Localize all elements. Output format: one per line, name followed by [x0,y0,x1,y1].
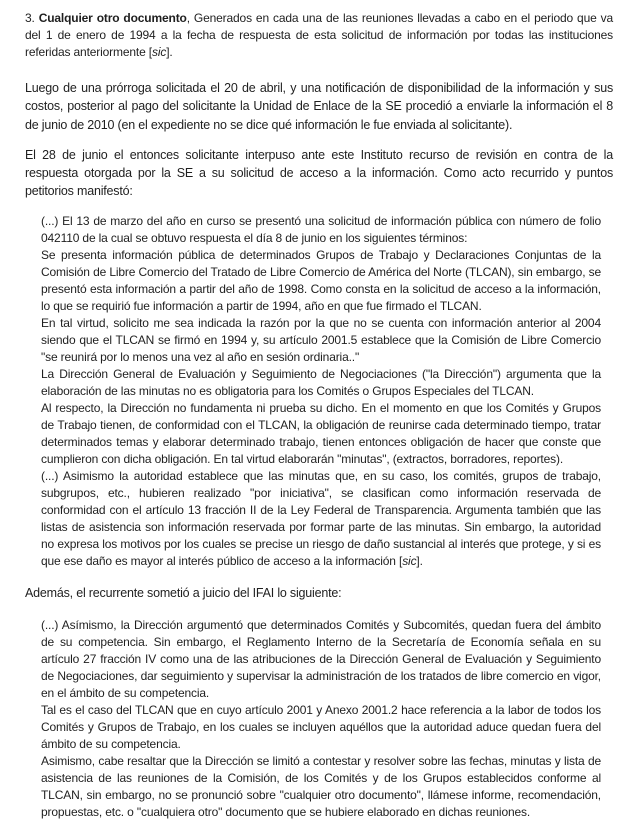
quote-block-solicitud [41,213,601,570]
item-body-text: , Generados en cada una de las reuniones llevadas a cabo en el periodo que va del 1 de enero de 1994 a la fecha de respuesta de esta solicitud de información por todas las instituciones referidas anteriormente [ [25,11,613,59]
sic-marker: sic [402,553,417,568]
quote-paragraph-razon-2004: En tal virtud, solicito me sea indicada la razón por la que no se cuenta con información anterior al 2004 siendo que el TLCAN se firmó en 1994 y, su artículo 2001.5 establece que la Comisión de Libre Comercio "se reunirá por lo menos una vez al año en sesión ordinaria.." [41,315,601,364]
item-closing: ]. [166,45,173,59]
quote-paragraph-folio: (...) El 13 de marzo del año en curso se presentó una solicitud de información pública con número de folio 042110 de la cual se obtuvo respuesta el día 8 de junio en los siguientes términos: [41,213,601,245]
numbered-item-3 [25,10,613,61]
quote-paragraph-reservada-closing: ]. [416,553,423,568]
quote-paragraph-pronuncio: Asimismo, cabe resaltar que la Dirección se limitó a contestar y resolver sobre las fechas, minutas y lista de asistencia de las reuniones de la Comisión, de los Comités y de los Grupos establecidos conforme al TLCAN, sin embargo, no se pronunció sobre "cualquier otro documento", llámese informe, recomendación, propuestas, etc. o "cualquiera otro" documento que se hubiere elaborado en dichas reuniones. [41,754,601,820]
quote-paragraph-anexo-2001: Tal es el caso del TLCAN que en cuyo artículo 2001 y Anexo 2001.2 hace referencia a la labor de todos los Comités y Grupos de Trabajo, en los cuales se incluyen aquéllos que la autoridad aduce quedan fuera del ámbito de su competencia. [41,703,601,752]
quote-paragraph-competencia: (...) Asímismo, la Dirección argumentó que determinados Comités y Subcomités, quedan fuera del ámbito de su competencia. Sin embargo, el Reglamento Interno de la Secretaría de Economía señala en su artículo 27 fracción IV como una de las atribuciones de la Dirección General de Evaluación y Seguimiento de Negociaciones, dar seguimiento y supervisar la administración de los tratados de libre comercio en vigor, en el ámbito de su competencia. [41,618,601,701]
quote-paragraph-tlcan-1998: Se presenta información pública de determinados Grupos de Trabajo y Declaraciones Conjuntas de la Comisión de Libre Comercio del Tratado de Libre Comercio de América del Norte (TLCAN), sin embargo, se presentó esta información a partir del año de 1998. Como consta en la solicitud de acceso a la información, lo que se requirió fue información a partir de 1994, año en que fue firmado el TLCAN. [41,247,601,313]
paragraph-prorroga: Luego de una prórroga solicitada el 20 de abril, y una notificación de disponibilidad de la información y sus costos, posterior al pago del solicitante la Unidad de Enlace de la SE procedió a enviarle la información el 8 de junio de 2010 (en el expediente no se dice qué información le fue enviada al solicitante). [25,81,613,132]
paragraph-recurso-revision: El 28 de junio el entonces solicitante interpuso ante este Instituto recurso de revisión en contra de la respuesta otorgada por la SE a su solicitud de acceso a la información. Como acto recurrido y puntos petitorios manifestó: [25,147,613,199]
paragraph-ademas-ifai: Además, el recurrente sometió a juicio del IFAI lo siguiente: [25,585,342,600]
quote-block-ifai [41,617,601,821]
quote-paragraph-reservada-text: (...) Asimismo la autoridad establece que las minutas que, en su caso, los comités, grupos de trabajo, subgrupos, etc., hubieren realizado "por iniciativa", se clasifican como información reservada de conformidad con el artículo 13 fracción II de la Ley Federal de Transparencia. Argumenta también que las listas de asistencia son información reservada por formar parte de las minutas. Sin embargo, la autoridad no expresa los motivos por los cuales se precise un riesgo de daño sustancial al interés que protege, y si es que ese daño es mayor al interés público de acceso a la información [ [41,468,601,568]
quote-paragraph-reservada [41,468,601,570]
item-number: 3. [25,11,39,25]
quote-paragraph-direccion-minutas: La Dirección General de Evaluación y Seguimiento de Negociaciones ("la Dirección") argumenta que la elaboración de las minutas no es obligatoria para los Comités o Grupos Especiales del TLCAN. [41,366,601,398]
item-title-bold: Cualquier otro documento [38,11,187,25]
sic-marker: sic [151,45,167,59]
quote-paragraph-obligacion: Al respecto, la Dirección no fundamenta ni prueba su dicho. En el momento en que los Comités y Grupos de Trabajo tienen, de conformidad con el TLCAN, la obligación de reunirse cada determinado tiempo, tratar determinados temas y elaborar determinado trabajo, tienen entonces obligación de hacer que conste que cumplieron con dicha obligación. En tal virtud elaborarán "minutas", (extractos, borradores, reportes). [41,400,601,466]
